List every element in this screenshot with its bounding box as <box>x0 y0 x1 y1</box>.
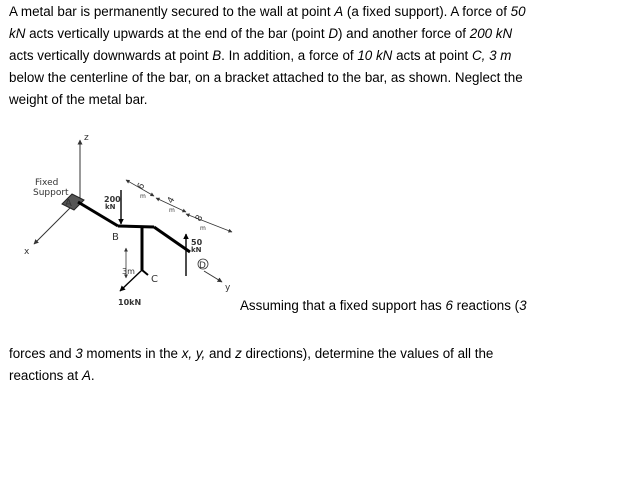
italic-term: B <box>212 48 222 63</box>
italic-term: x, y, <box>181 346 206 361</box>
force-200-value: 200 <box>104 195 121 204</box>
dim-8m-value: 8 <box>193 213 206 224</box>
text-segment: directions), determine the values of all the <box>241 346 494 361</box>
text-segment: . <box>90 368 95 383</box>
bar-segment-b-to-d <box>118 226 154 227</box>
dim-6m-unit: m <box>140 193 146 200</box>
italic-term: D <box>328 26 338 41</box>
force-10-label: 10kN <box>118 298 142 307</box>
text-segment: reactions at <box>9 368 82 383</box>
x-axis <box>34 206 72 244</box>
fixed-support-label-1: Fixed <box>35 178 59 188</box>
text-segment: . In addition, a force of <box>221 48 358 63</box>
z-axis-label: z <box>84 133 89 143</box>
italic-term: 50 <box>510 4 526 19</box>
italic-term: 3 <box>519 298 527 313</box>
tail-line <box>9 343 493 365</box>
point-a-label: A <box>65 198 72 209</box>
force-50-value: 50 <box>191 238 203 247</box>
tail-line <box>9 365 493 387</box>
dim-8m-unit: m <box>200 225 206 232</box>
point-c-label: C <box>151 274 158 285</box>
y-axis <box>204 271 222 282</box>
x-axis-label: x <box>24 247 30 257</box>
point-b-label: B <box>112 232 119 243</box>
text-segment: below the centerline of the bar, on a bracket attached to the bar, as shown. Neglect the <box>9 70 523 85</box>
text-segment: acts at point <box>392 48 472 63</box>
bar-diagram <box>14 128 244 313</box>
italic-term: kN <box>9 26 26 41</box>
text-segment: acts vertically downwards at point <box>9 48 213 63</box>
point-d-label: D <box>199 261 206 271</box>
dim-3m-label: 3m <box>122 267 135 276</box>
bracket-corner <box>142 270 148 275</box>
fixed-support-label-2: Support <box>33 188 69 198</box>
italic-term: 10 kN <box>357 48 393 63</box>
text-segment: ) and another force of <box>337 26 470 41</box>
text-segment: weight of the metal bar. <box>9 92 148 107</box>
text-segment: A metal bar is permanently secured to the wall at point <box>9 4 335 19</box>
italic-term: 6 <box>445 298 453 313</box>
text-segment: moments in the <box>82 346 182 361</box>
reactions-assumption-end <box>9 343 493 387</box>
text-segment: and <box>205 346 236 361</box>
dim-4m-unit: m <box>169 207 175 214</box>
intro-line <box>9 67 613 89</box>
bar-segment-end-d <box>154 227 190 252</box>
intro-line <box>9 89 613 111</box>
italic-term: z <box>235 346 242 361</box>
side-line <box>240 295 527 317</box>
text-segment: (a fixed support). A force of <box>343 4 511 19</box>
italic-term: 3 <box>75 346 83 361</box>
italic-term: C, 3 m <box>472 48 512 63</box>
force-200-unit: kN <box>105 203 116 211</box>
text-segment: Assuming that a fixed support has <box>240 298 446 313</box>
text-segment: forces and <box>9 346 76 361</box>
problem-statement <box>9 1 613 111</box>
dim-8m-line <box>186 214 232 232</box>
intro-line <box>9 45 613 67</box>
text-segment: reactions ( <box>452 298 520 313</box>
force-50-unit: kN <box>191 246 202 254</box>
italic-term: A <box>334 4 344 19</box>
text-segment: acts vertically upwards at the end of the bar (point <box>25 26 329 41</box>
reactions-assumption-start <box>240 295 527 317</box>
intro-line <box>9 1 613 23</box>
intro-line <box>9 23 613 45</box>
italic-term: A <box>81 368 91 383</box>
dim-6m-value: 6 <box>135 181 148 192</box>
y-axis-label: y <box>225 283 231 293</box>
dim-4m-value: 4 <box>165 195 178 206</box>
italic-term: 200 kN <box>469 26 513 41</box>
